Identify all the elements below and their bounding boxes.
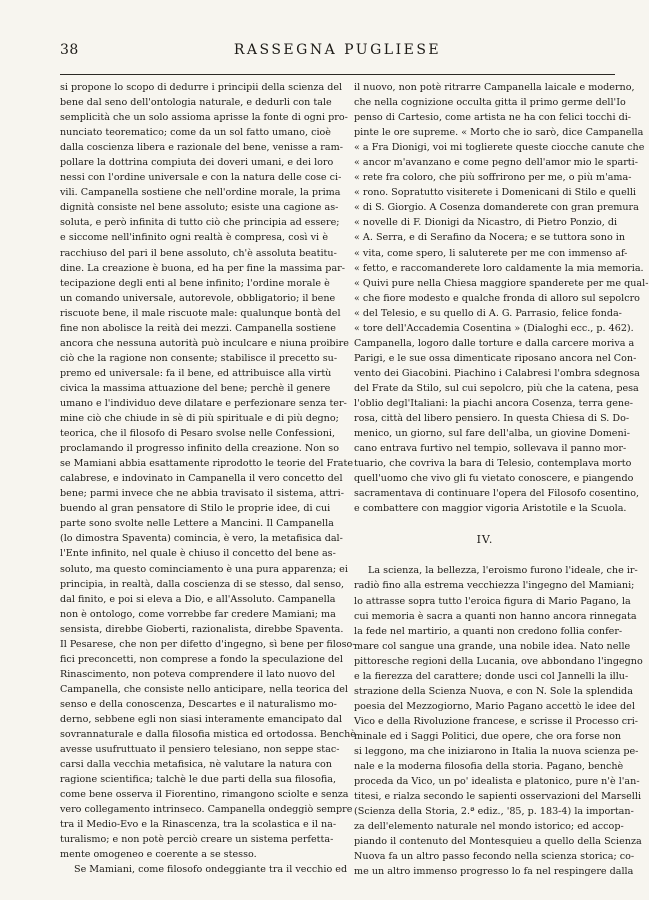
text-line: riscuote bene, il male riscuote male: qualunque bontà del — [60, 307, 341, 319]
text-line: mare col sangue una grande, una nobile idea. Nato nelle — [354, 640, 631, 652]
text-line: come bene osserva il Fiorentino, rimangono sciolte e senza — [60, 789, 349, 801]
text-line: civica la massima attuazione del bene; perchè il genere — [60, 382, 331, 394]
text-line: « a Fra Dionigi, voi mi toglierete queste ciocche canute che — [354, 142, 645, 154]
text-line: « che fiore modesto e qualche fronda di alloro sul sepolcro — [354, 292, 640, 304]
right-column-text-before — [354, 80, 649, 516]
text-line: « vita, come spero, li saluterete per me con immenso af- — [354, 247, 628, 259]
text-line: « di S. Giorgio. A Cosenza domanderete con gran premura — [354, 202, 639, 214]
text-line: umano e l'individuo deve dilatare e perfezionare senza ter- — [60, 397, 347, 409]
text-line: teorica, che il filosofo di Pesaro svolse nelle Confessioni, — [60, 428, 336, 440]
text-line: che nella cognizione occulta gitta il primo germe dell'Io — [354, 97, 626, 109]
text-line: mente omogeneo e coerente a se stesso. — [60, 849, 257, 861]
text-line: un comando universale, autorevole, obbligatorio; il bene — [60, 292, 336, 304]
text-line: Nuova fa un altro passo fecondo nella scienza storica; co- — [354, 851, 635, 863]
text-line: cui memoria è sacra a quanti non hanno ancora rinnegata — [354, 610, 637, 622]
text-line: La scienza, la bellezza, l'eroismo furono l'ideale, che ir- — [368, 565, 638, 577]
text-line: Il Pesarese, che non per difetto d'ingegno, sì bene per filoso- — [60, 638, 356, 650]
text-line: lo attrasse sopra tutto l'eroica figura di Mario Pagano, la — [354, 595, 631, 607]
text-line: me un altro immenso progresso lo fa nel respingere dalla — [354, 866, 634, 878]
text-line: « del Telesio, e su quello di A. G. Parrasio, felice fonda- — [354, 307, 622, 319]
text-line: si propone lo scopo di dedurre i principii della scienza del — [60, 82, 343, 93]
text-line: Campanella, che consiste nello anticipare, nella teorica del — [60, 683, 348, 695]
text-line: « A. Serra, e di Serafino da Nocera; e se tuttora sono in — [354, 232, 626, 244]
text-line: rosa, città del libero pensiero. In questa Chiesa di S. Do- — [354, 413, 630, 425]
text-line: dignità consiste nel bene assoluto; esiste una cagione as- — [60, 202, 339, 214]
text-line: vero collegamento intrinseco. Campanella ondeggiò sempre — [60, 804, 353, 816]
text-line: pinte le ore supreme. « Morto che io sarò, dice Campanella — [354, 127, 644, 139]
text-line: parte sono svolte nelle Lettere a Mancini. Il Campanella — [60, 518, 334, 530]
text-line: nessi con l'ordine universale e con la natura delle cose ci- — [60, 172, 342, 184]
running-title: RASSEGNA PUGLIESE — [233, 42, 442, 58]
text-line: la fede nel martirio, a quanti non credono follia confer- — [354, 625, 623, 637]
text-line: « tore dell'Accademia Cosentina » (Dialoghi ecc., p. 462). — [354, 322, 634, 334]
text-line: principia, in realtà, dalla coscienza di se stesso, dal senso, — [60, 578, 345, 590]
text-line: « fetto, e raccomanderete loro caldamente la mia memoria. — [354, 262, 644, 274]
left-column — [60, 80, 356, 877]
text-line: « rono. Sopratutto visiterete i Domenicani di Stilo e quelli — [354, 187, 636, 199]
text-line: mine ciò che chiude in sè di più spirituale e di più degno; — [60, 413, 339, 425]
text-line: nale e la moderna filosofia della storia. Pagano, benchè — [354, 761, 624, 773]
text-line: menico, un giorno, sul fare dell'alba, un giovine Domeni- — [354, 428, 630, 440]
text-line: dalla coscienza libera e razionale del bene, venisse a ram- — [60, 142, 343, 154]
text-line: cano entrava furtivo nel tempio, sollevava il panno mor- — [354, 443, 627, 455]
text-line: dal finito, e poi si eleva a Dio, e all'Assoluto. Campanella — [60, 593, 336, 605]
text-line: semplicità che un solo assioma aprisse la fonte di ogni pro- — [60, 112, 348, 124]
text-line: del Frate da Stilo, sul cui sepolcro, più che la catena, pesa — [354, 382, 639, 394]
text-line: fici preconcetti, non comprese a fondo la speculazione del — [60, 653, 343, 665]
text-line: strazione della Scienza Nuova, e con N. Sole la splendida — [354, 685, 633, 697]
text-line: se Mamiani abbia esattamente riprodotto le teorie del Frate — [60, 458, 354, 470]
page-header — [60, 42, 615, 64]
text-line: « Quivi pure nella Chiesa maggiore spanderete per me qual- — [354, 277, 649, 289]
section-number: IV. — [476, 533, 494, 547]
text-line: poesia del Mezzogiorno, Mario Pagano accettò le idee del — [354, 700, 635, 712]
text-line: Se Mamiani, come filosofo ondeggiante tra il vecchio ed — [74, 864, 348, 876]
text-line: premo ed universale: fa il bene, ed attribuisce alla virtù — [60, 367, 332, 379]
text-line: derno, sebbene egli non siasi interamente emancipato dal — [60, 713, 343, 725]
text-line: nunciato teorematico; come da un sol fatto umano, cioè — [60, 127, 331, 139]
text-line: sacramentava di continuare l'opera del Filosofo cosentino, — [354, 488, 640, 500]
right-column — [354, 80, 649, 879]
text-line: ragione scientifica; talchè le due parti della sua filosofia, — [60, 774, 337, 786]
text-line: calabrese, e indovinato in Campanella il vero concetto del — [60, 473, 343, 485]
text-line: titesi, e rialza secondo le sapienti osservazioni del Marselli — [354, 791, 642, 803]
text-line: racchiuso del pari il bene assoluto, ch'è assoluta beatitu- — [60, 247, 337, 259]
text-line: bene dal seno dell'ontologia naturale, e dedurli con tale — [60, 97, 332, 109]
text-line: fine non abolisce la reità dei mezzi. Campanella sostiene — [60, 322, 336, 334]
text-line: ciò che la ragione non consente; stabilisce il precetto su- — [60, 352, 338, 364]
text-line: sensista, direbbe Gioberti, razionalista, direbbe Spaventa. — [60, 623, 344, 635]
text-line: dine. La creazione è buona, ed ha per fine la massima par- — [60, 262, 345, 274]
header-rule — [60, 74, 615, 75]
text-line: tra il Medio-Evo e la Rinascenza, tra la scolastica e il na- — [60, 819, 337, 831]
text-line: Parigi, e le sue ossa dimenticate riposano ancora nel Con- — [354, 352, 637, 364]
text-line: Campanella, logoro dalle torture e dalla carcere moriva a — [354, 337, 635, 349]
text-line: tecipazione degli enti al bene infinito; l'ordine morale è — [60, 277, 330, 289]
text-line: e combattere con maggior vigoria Aristotile e la Scuola. — [354, 503, 627, 515]
text-line: proclamando il progresso infinito della creazione. Non so — [60, 443, 340, 455]
text-line: l'oblio degl'Italiani: la piachi ancora Cosenza, terra gene- — [354, 397, 634, 409]
text-line: proceda da Vico, un po' idealista e platonico, pure n'è l'an- — [354, 776, 640, 788]
text-line: non è ontologo, come vorrebbe far credere Mamiani; ma — [60, 608, 336, 620]
text-line: vento dei Giacobini. Piachino i Calabresi l'ombra sdegnosa — [354, 367, 640, 379]
text-line: e la fierezza del carattere; donde usci col Jannelli la illu- — [354, 670, 629, 682]
text-line: za dell'elemento naturale nel mondo istorico; ed accop- — [354, 821, 624, 833]
text-line: turalismo; e non potè perciò creare un sistema perfetta- — [60, 834, 334, 846]
text-line: Rinascimento, non poteva comprendere il lato nuovo del — [60, 668, 335, 680]
page-number: 38 — [60, 42, 79, 58]
text-line: penso di Cartesio, come artista ne ha con felici tocchi di- — [354, 112, 632, 124]
text-line: quell'uomo che vivo gli fu vietato conoscere, e piangendo — [354, 473, 634, 485]
text-line: carsi dalla vecchia metafisica, nè valutare la natura con — [60, 759, 332, 771]
text-line: senso e della conoscenza, Descartes e il naturalismo mo- — [60, 698, 337, 710]
text-line: soluto, ma questo cominciamento è una pura apparenza; ei — [60, 563, 348, 575]
text-line: pollare la dottrina compiuta dei doveri umani, e dei loro — [60, 157, 334, 169]
text-line: il nuovo, non potè ritrarre Campanella laicale e moderno, — [354, 82, 635, 93]
text-line: soluta, e però infinita di tutto ciò che principia ad essere; — [60, 217, 340, 229]
text-line: vili. Campanella sostiene che nell'ordine morale, la prima — [60, 187, 341, 199]
text-line: minale ed i Saggi Politici, due opere, che ora forse non — [354, 730, 622, 742]
text-line: avesse usufruttuato il pensiero telesiano, non seppe stac- — [60, 744, 340, 756]
text-line: Vico e della Rivoluzione francese, e scrisse il Processo cri- — [354, 715, 639, 727]
text-line: « ancor m'avanzano e come pegno dell'amor mio le sparti- — [354, 157, 638, 169]
text-line: (lo dimostra Spaventa) comincia, è vero, la metafisica dal- — [60, 533, 343, 545]
text-line: sovrannaturale e dalla filosofia mistica ed ortodossa. Benchè — [60, 729, 356, 741]
right-column-text-after — [354, 563, 643, 879]
text-line: si leggono, ma che iniziarono in Italia la nuova scienza pe- — [354, 745, 639, 757]
text-line: ancora che nessuna autorità può inculcare e niuna proibire — [60, 337, 349, 349]
text-line: (Scienza della Storia, 2.ª ediz., '85, p. 183-4) la importan- — [354, 806, 634, 818]
text-line: pittoresche regioni della Lucania, ove abbondano l'ingegno — [354, 655, 643, 667]
text-line: piando il contenuto del Montesquieu a quello della Scienza — [354, 836, 642, 848]
text-line: l'Ente infinito, nel quale è chiuso il concetto del bene as- — [60, 548, 336, 560]
text-line: « novelle di F. Dionigi da Nicastro, di Pietro Ponzio, di — [354, 217, 618, 229]
text-line: radiò fino alla estrema vecchiezza l'ingegno del Mamiani; — [354, 580, 635, 592]
text-line: e siccome nell'infinito ogni realtà è compresa, così vi è — [60, 232, 328, 244]
text-line: « rete fra coloro, che più soffrirono per me, o più m'ama- — [354, 172, 632, 184]
text-line: bene; parmi invece che ne abbia travisato il sistema, attri- — [60, 488, 344, 500]
text-line: tuario, che covriva la bara di Telesio, contemplava morto — [354, 458, 632, 470]
text-line: buendo al gran pensatore di Stilo le proprie idee, di cui — [60, 503, 331, 515]
